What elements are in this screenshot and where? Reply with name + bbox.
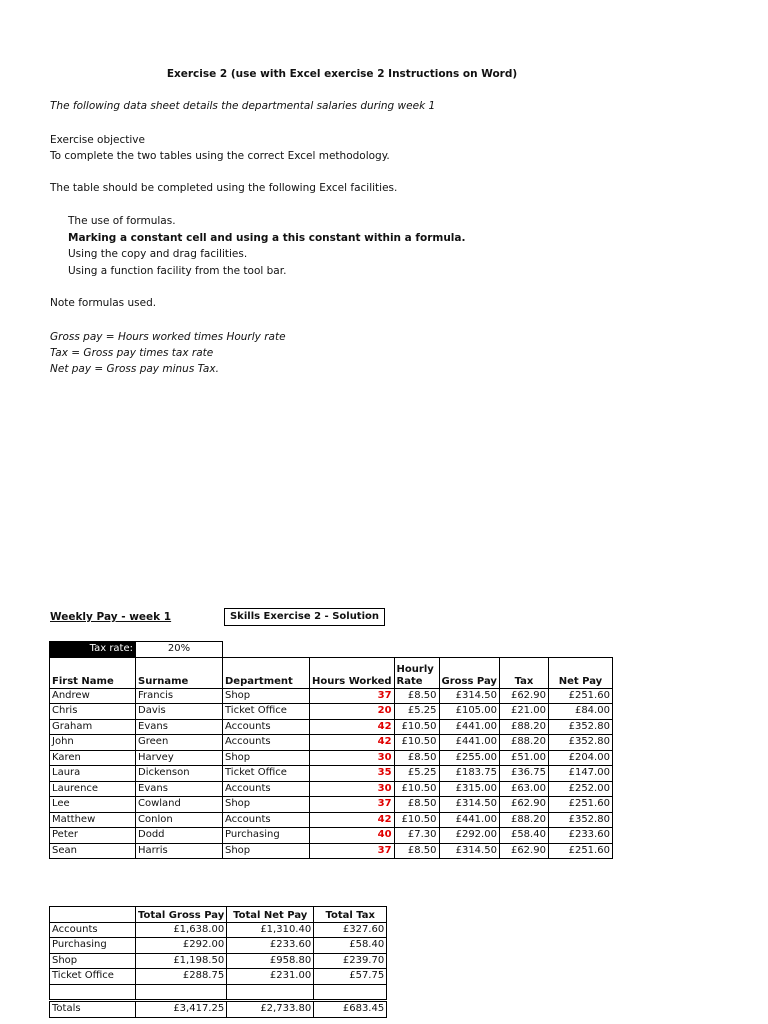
cell-totals-tax[interactable]: £683.45 xyxy=(314,1001,387,1018)
cell-gross-pay[interactable]: £441.00 xyxy=(439,812,499,828)
summary-row xyxy=(50,953,387,969)
cell-total-gross-pay[interactable]: £288.75 xyxy=(136,969,227,985)
cell-hourly-rate[interactable]: £5.25 xyxy=(394,766,439,782)
cell-surname[interactable]: Davis xyxy=(136,704,223,720)
cell-tax[interactable]: £62.90 xyxy=(499,797,548,813)
cell-surname[interactable]: Cowland xyxy=(136,797,223,813)
cell-blank[interactable] xyxy=(227,984,314,1001)
cell-tax[interactable]: £58.40 xyxy=(499,828,548,844)
header-net-pay: Net Pay xyxy=(548,657,612,688)
header-surname: Surname xyxy=(136,657,223,688)
cell-total-net-pay[interactable]: £1,310.40 xyxy=(227,922,314,938)
solution-label-box: Skills Exercise 2 - Solution xyxy=(224,608,385,626)
cell-tax[interactable]: £88.20 xyxy=(499,812,548,828)
table-row xyxy=(50,828,613,844)
cell-hourly-rate[interactable]: £8.50 xyxy=(394,688,439,704)
cell-surname[interactable]: Conlon xyxy=(136,812,223,828)
cell-hourly-rate[interactable]: £8.50 xyxy=(394,797,439,813)
cell-first-name[interactable]: Andrew xyxy=(50,688,136,704)
cell-department[interactable]: Shop xyxy=(223,688,310,704)
table-row xyxy=(50,704,613,720)
cell-tax[interactable]: £51.00 xyxy=(499,750,548,766)
cell-net-pay[interactable]: £204.00 xyxy=(548,750,612,766)
cell-total-tax[interactable]: £327.60 xyxy=(314,922,387,938)
cell-gross-pay[interactable]: £441.00 xyxy=(439,735,499,751)
cell-totals-label[interactable]: Totals xyxy=(50,1001,136,1018)
cell-hours-worked[interactable]: 37 xyxy=(310,688,395,704)
weekly-pay-table xyxy=(49,641,613,859)
cell-surname[interactable]: Dodd xyxy=(136,828,223,844)
cell-hourly-rate[interactable]: £10.50 xyxy=(394,719,439,735)
table-row xyxy=(50,812,613,828)
cell-net-pay[interactable]: £233.60 xyxy=(548,828,612,844)
cell-hours-worked[interactable]: 37 xyxy=(310,843,395,859)
cell-surname[interactable]: Dickenson xyxy=(136,766,223,782)
cell-surname[interactable]: Evans xyxy=(136,719,223,735)
cell-tax[interactable]: £88.20 xyxy=(499,735,548,751)
cell-department[interactable]: Accounts xyxy=(223,735,310,751)
table-row xyxy=(50,797,613,813)
cell-net-pay[interactable]: £352.80 xyxy=(548,719,612,735)
formula-line: Gross pay = Hours worked times Hourly rate xyxy=(50,331,286,343)
cell-total-tax[interactable]: £57.75 xyxy=(314,969,387,985)
cell-hourly-rate[interactable]: £10.50 xyxy=(394,812,439,828)
tax-rate-row xyxy=(50,642,613,658)
cell-total-net-pay[interactable]: £231.00 xyxy=(227,969,314,985)
cell-first-name[interactable]: John xyxy=(50,735,136,751)
table-header-row xyxy=(50,657,613,688)
cell-net-pay[interactable]: £147.00 xyxy=(548,766,612,782)
cell-tax[interactable]: £88.20 xyxy=(499,719,548,735)
subtitle: The following data sheet details the departmental salaries during week 1 xyxy=(50,100,436,112)
cell-summary-department[interactable]: Shop xyxy=(50,953,136,969)
header-hourly-rate xyxy=(394,657,439,688)
cell-hours-worked[interactable]: 30 xyxy=(310,750,395,766)
cell-totals-net-pay[interactable]: £2,733.80 xyxy=(227,1001,314,1018)
objective-heading: Exercise objective xyxy=(50,134,145,146)
department-summary-table xyxy=(49,906,387,1018)
cell-net-pay[interactable]: £251.60 xyxy=(548,688,612,704)
cell-department[interactable]: Accounts xyxy=(223,781,310,797)
header-total-tax: Total Tax xyxy=(314,907,387,923)
cell-gross-pay[interactable]: £314.50 xyxy=(439,688,499,704)
summary-header-row xyxy=(50,907,387,923)
cell-gross-pay[interactable]: £183.75 xyxy=(439,766,499,782)
header-tax: Tax xyxy=(499,657,548,688)
cell-total-gross-pay[interactable]: £1,638.00 xyxy=(136,922,227,938)
header-total-net-pay: Total Net Pay xyxy=(227,907,314,923)
cell-hours-worked[interactable]: 30 xyxy=(310,781,395,797)
cell-department[interactable]: Shop xyxy=(223,750,310,766)
cell-hours-worked[interactable]: 20 xyxy=(310,704,395,720)
cell-surname[interactable]: Harvey xyxy=(136,750,223,766)
cell-first-name[interactable]: Laura xyxy=(50,766,136,782)
cell-hourly-rate[interactable]: £10.50 xyxy=(394,735,439,751)
cell-first-name[interactable]: Graham xyxy=(50,719,136,735)
cell-total-net-pay[interactable]: £958.80 xyxy=(227,953,314,969)
cell-tax[interactable]: £62.90 xyxy=(499,688,548,704)
totals-row xyxy=(50,1001,387,1018)
cell-hourly-rate[interactable]: £10.50 xyxy=(394,781,439,797)
cell-gross-pay[interactable]: £441.00 xyxy=(439,719,499,735)
cell-department[interactable]: Accounts xyxy=(223,719,310,735)
cell-surname[interactable]: Harris xyxy=(136,843,223,859)
header-first-name: First Name xyxy=(50,657,136,688)
table-row xyxy=(50,781,613,797)
cell-first-name[interactable]: Laurence xyxy=(50,781,136,797)
cell-tax[interactable]: £63.00 xyxy=(499,781,548,797)
cell-blank[interactable] xyxy=(50,984,136,1001)
summary-row xyxy=(50,922,387,938)
cell-first-name[interactable]: Lee xyxy=(50,797,136,813)
cell-first-name[interactable]: Peter xyxy=(50,828,136,844)
cell-hours-worked[interactable]: 40 xyxy=(310,828,395,844)
table-row xyxy=(50,750,613,766)
cell-total-gross-pay[interactable]: £292.00 xyxy=(136,938,227,954)
tax-rate-value[interactable]: 20% xyxy=(136,642,223,658)
cell-department[interactable]: Shop xyxy=(223,797,310,813)
cell-summary-department[interactable]: Accounts xyxy=(50,922,136,938)
cell-surname[interactable]: Francis xyxy=(136,688,223,704)
cell-net-pay[interactable]: £252.00 xyxy=(548,781,612,797)
cell-summary-department[interactable]: Purchasing xyxy=(50,938,136,954)
facility-item: Using the copy and drag facilities. xyxy=(68,248,248,260)
cell-total-gross-pay[interactable]: £1,198.50 xyxy=(136,953,227,969)
cell-department[interactable]: Purchasing xyxy=(223,828,310,844)
header-hourly-rate-line2: Rate xyxy=(396,675,423,687)
cell-first-name[interactable]: Chris xyxy=(50,704,136,720)
header-department: Department xyxy=(223,657,310,688)
header-gross-pay: Gross Pay xyxy=(439,657,499,688)
objective-text: To complete the two tables using the correct Excel methodology. xyxy=(50,150,390,162)
cell-gross-pay[interactable]: £292.00 xyxy=(439,828,499,844)
cell-department[interactable]: Shop xyxy=(223,843,310,859)
cell-department[interactable]: Ticket Office xyxy=(223,766,310,782)
cell-surname[interactable]: Green xyxy=(136,735,223,751)
cell-tax[interactable]: £21.00 xyxy=(499,704,548,720)
tax-rate-label: Tax rate: xyxy=(50,642,136,658)
header-total-gross-pay: Total Gross Pay xyxy=(136,907,227,923)
cell-net-pay[interactable]: £352.80 xyxy=(548,812,612,828)
table-row xyxy=(50,688,613,704)
cell-tax[interactable]: £62.90 xyxy=(499,843,548,859)
table-row xyxy=(50,735,613,751)
cell-gross-pay[interactable]: £315.00 xyxy=(439,781,499,797)
cell-total-tax[interactable]: £58.40 xyxy=(314,938,387,954)
facility-item: The use of formulas. xyxy=(68,215,176,227)
cell-hourly-rate[interactable]: £8.50 xyxy=(394,750,439,766)
facilities-intro: The table should be completed using the following Excel facilities. xyxy=(50,182,398,194)
cell-summary-department[interactable]: Ticket Office xyxy=(50,969,136,985)
cell-total-net-pay[interactable]: £233.60 xyxy=(227,938,314,954)
cell-hourly-rate[interactable]: £8.50 xyxy=(394,843,439,859)
cell-gross-pay[interactable]: £314.50 xyxy=(439,843,499,859)
table-row xyxy=(50,719,613,735)
cell-gross-pay[interactable]: £255.00 xyxy=(439,750,499,766)
cell-net-pay[interactable]: £352.80 xyxy=(548,735,612,751)
cell-totals-gross-pay[interactable]: £3,417.25 xyxy=(136,1001,227,1018)
cell-net-pay[interactable]: £251.60 xyxy=(548,843,612,859)
cell-blank[interactable] xyxy=(314,984,387,1001)
cell-first-name[interactable]: Sean xyxy=(50,843,136,859)
cell-hourly-rate[interactable]: £5.25 xyxy=(394,704,439,720)
cell-hours-worked[interactable]: 35 xyxy=(310,766,395,782)
facility-item: Using a function facility from the tool bar. xyxy=(68,265,287,277)
table-row xyxy=(50,766,613,782)
cell-gross-pay[interactable]: £105.00 xyxy=(439,704,499,720)
header-hours-worked: Hours Worked xyxy=(310,657,395,688)
cell-total-tax[interactable]: £239.70 xyxy=(314,953,387,969)
summary-blank-row xyxy=(50,984,387,1001)
table-row xyxy=(50,843,613,859)
cell-hourly-rate[interactable]: £7.30 xyxy=(394,828,439,844)
cell-first-name[interactable]: Matthew xyxy=(50,812,136,828)
cell-first-name[interactable]: Karen xyxy=(50,750,136,766)
formula-line: Net pay = Gross pay minus Tax. xyxy=(50,363,219,375)
note-text: Note formulas used. xyxy=(50,297,157,309)
cell-net-pay[interactable]: £84.00 xyxy=(548,704,612,720)
cell-department[interactable]: Ticket Office xyxy=(223,704,310,720)
cell-gross-pay[interactable]: £314.50 xyxy=(439,797,499,813)
cell-blank[interactable] xyxy=(136,984,227,1001)
cell-hours-worked[interactable]: 42 xyxy=(310,812,395,828)
cell-department[interactable]: Accounts xyxy=(223,812,310,828)
cell-net-pay[interactable]: £251.60 xyxy=(548,797,612,813)
facility-item: Marking a constant cell and using a this constant within a formula. xyxy=(68,232,466,244)
formula-line: Tax = Gross pay times tax rate xyxy=(50,347,214,359)
cell-hours-worked[interactable]: 42 xyxy=(310,735,395,751)
cell-surname[interactable]: Evans xyxy=(136,781,223,797)
header-hourly-rate-line1: Hourly xyxy=(396,663,434,675)
summary-row xyxy=(50,938,387,954)
weekly-pay-label: Weekly Pay - week 1 xyxy=(50,611,172,623)
summary-row xyxy=(50,969,387,985)
page-title: Exercise 2 (use with Excel exercise 2 Instructions on Word) xyxy=(166,68,518,80)
cell-hours-worked[interactable]: 37 xyxy=(310,797,395,813)
cell-hours-worked[interactable]: 42 xyxy=(310,719,395,735)
cell-tax[interactable]: £36.75 xyxy=(499,766,548,782)
